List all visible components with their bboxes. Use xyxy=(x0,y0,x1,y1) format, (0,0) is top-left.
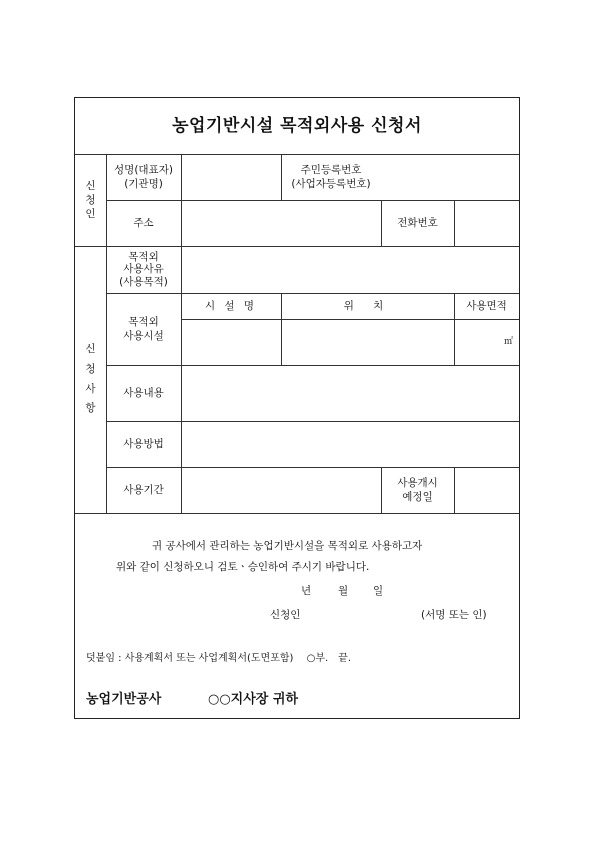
start-date-field[interactable] xyxy=(454,467,519,513)
name-label: 성명(대표자) (기관명) xyxy=(114,163,173,190)
area-field[interactable] xyxy=(454,319,519,365)
address-field[interactable] xyxy=(181,200,381,246)
usage-content-label: 사용내용 xyxy=(123,386,164,399)
registration-number-field[interactable] xyxy=(381,154,519,200)
area-unit: ㎡ xyxy=(503,336,513,347)
usage-method-field[interactable] xyxy=(181,421,519,467)
phone-label: 전화번호 xyxy=(397,216,438,229)
form-title: 농업기반시설 목적외사용 신청서 xyxy=(172,115,422,136)
signature-note: (서명 또는 인) xyxy=(421,609,487,621)
usage-method-label: 사용방법 xyxy=(123,437,164,450)
date-month-label: 월 xyxy=(338,585,349,597)
location-header: 위 치 xyxy=(343,299,392,312)
date-year-label: 년 xyxy=(301,585,312,597)
footer-recipient: ○○지사장 귀하 xyxy=(208,692,299,707)
footer-organization: 농업기반공사 xyxy=(86,692,162,707)
facility-name-header: 시 설 명 xyxy=(204,299,258,312)
attachment-note: 덧붙임 : 사용계획서 또는 사업계획서(도면포함) ○부. 끝. xyxy=(86,653,352,664)
start-date-label: 사용개시 예정일 xyxy=(397,476,438,503)
details-section-label: 신 청 사 항 xyxy=(85,342,96,415)
registration-number-label: 주민등록번호 (사업자등록번호) xyxy=(291,163,371,190)
phone-field[interactable] xyxy=(454,200,519,246)
usage-period-label: 사용기간 xyxy=(123,483,164,496)
area-header: 사용면적 xyxy=(466,299,507,312)
name-field[interactable] xyxy=(181,154,281,200)
usage-reason-label: 목적외 사용사유 (사용목적) xyxy=(119,250,168,288)
location-field[interactable] xyxy=(281,319,454,365)
applicant-section-label: 신 청 인 xyxy=(85,179,96,221)
application-form xyxy=(74,97,520,719)
usage-content-field[interactable] xyxy=(181,365,519,421)
usage-reason-field[interactable] xyxy=(181,246,519,293)
facility-label: 목적외 사용시설 xyxy=(123,315,164,342)
statement-line-1: 귀 공사에서 관리하는 농업기반시설을 목적외로 사용하고자 xyxy=(152,540,423,552)
address-label: 주소 xyxy=(133,216,154,229)
date-day-label: 일 xyxy=(373,585,384,597)
applicant-signature-label: 신청인 xyxy=(270,609,301,621)
facility-name-field[interactable] xyxy=(181,319,281,365)
usage-period-field[interactable] xyxy=(181,467,381,513)
statement-line-2: 위와 같이 신청하오니 검토ㆍ승인하여 주시기 바랍니다. xyxy=(116,561,370,573)
